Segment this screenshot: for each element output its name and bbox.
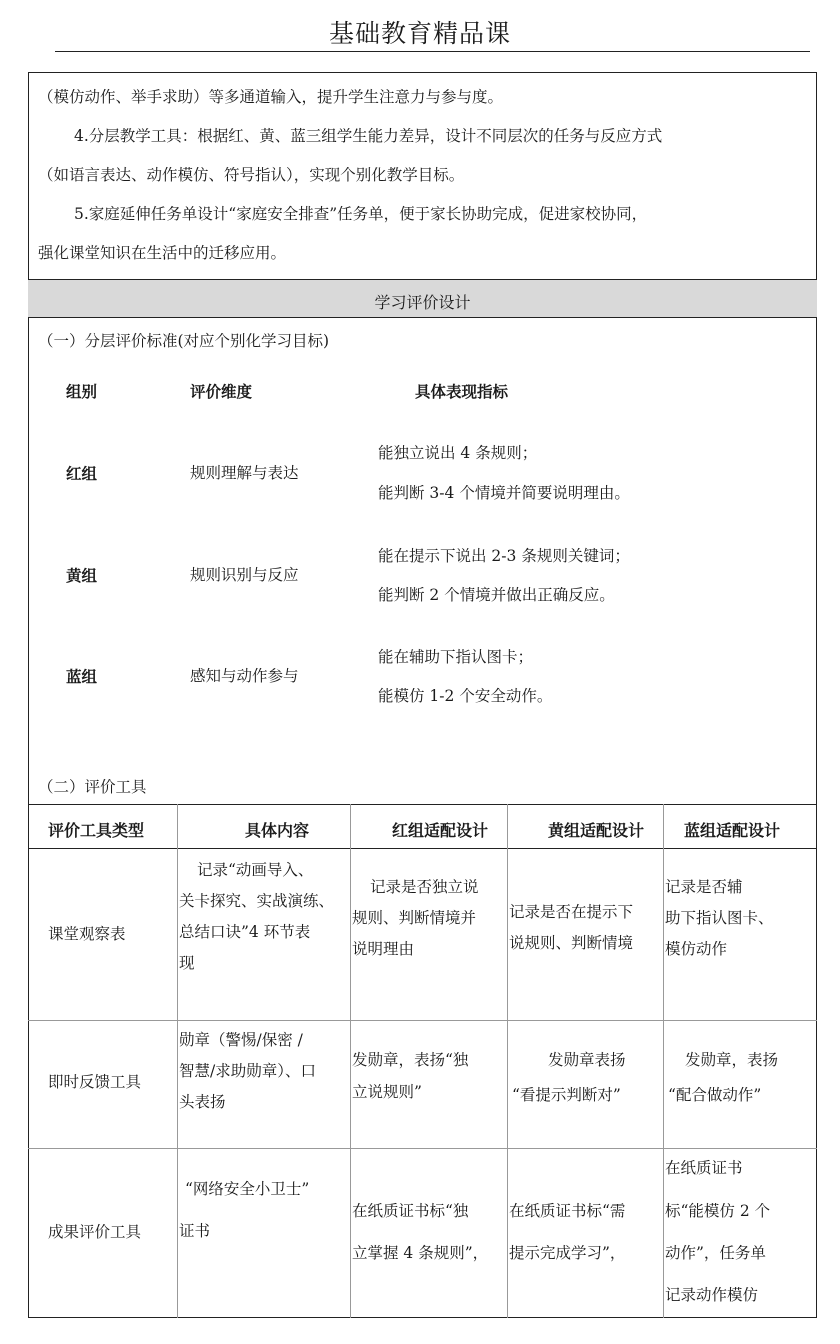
cell-line: 立掌握 4 条规则”， [352,1244,489,1262]
cell-line: 发勋章，表扬 [685,1051,779,1069]
cell-line: 记录是否独立说 [370,878,479,896]
cell-line: 在纸质证书标“需 [509,1202,626,1220]
table-rule-row [28,1020,817,1021]
tool-type: 即时反馈工具 [48,1073,142,1091]
page-header-title: 基础教育精品课 [328,19,511,48]
table-header: 具体内容 [245,821,310,840]
header-rule [55,51,810,52]
cell-line: 助下指认图卡、 [665,909,774,927]
cell-line: “配合做动作” [668,1086,762,1104]
cell-line: 勋章（警惕/保密 / [179,1031,303,1049]
intro-line: （如语言表达、动作模仿、符号指认），实现个别化教学目标。 [38,166,465,184]
cell-line: 说规则、判断情境 [509,934,634,952]
cell-line: 标“能模仿 2 个 [665,1202,771,1220]
cell-line: 总结口诀”4 环节表 [179,923,311,941]
part1-header-group: 组别 [66,382,98,401]
cell-line: 模仿动作 [665,940,728,958]
group-indicator-line: 能在辅助下指认图卡； [378,648,534,666]
intro-line: 强化课堂知识在生活中的迁移应用。 [38,244,287,262]
cell-line: 智慧/求助勋章）、口 [179,1062,316,1080]
cell-line: 立说规则” [352,1083,422,1101]
tool-type: 课堂观察表 [48,925,126,943]
section-title: 学习评价设计 [374,293,471,312]
group-indicator-line: 能独立说出 4 条规则； [378,444,538,462]
cell-line: 说明理由 [352,940,415,958]
table-header: 评价工具类型 [48,821,145,840]
cell-line: 记录“动画导入、 [197,861,314,879]
cell-line: “看提示判断对” [512,1086,621,1104]
table-header: 黄组适配设计 [548,821,645,840]
part2-title: （二）评价工具 [38,778,147,796]
cell-line: 记录是否辅 [665,878,743,896]
table-header: 蓝组适配设计 [684,821,781,840]
table-col-rule [350,804,351,1318]
group-indicator-line: 能判断 2 个情境并做出正确反应。 [378,586,615,604]
cell-line: 发勋章表扬 [548,1051,626,1069]
cell-line: 现 [179,954,195,972]
cell-line: 证书 [179,1222,211,1240]
group-name: 红组 [66,464,98,483]
part1-title: （一）分层评价标准(对应个别化学习目标) [38,332,330,350]
tool-type: 成果评价工具 [48,1223,142,1241]
cell-line: “网络安全小卫士” [185,1180,310,1198]
cell-line: 记录动作模仿 [665,1286,759,1304]
part1-header-indicator: 具体表现指标 [415,382,509,401]
group-name: 黄组 [66,566,98,585]
table-rule-header [28,848,817,849]
group-indicator-line: 能模仿 1-2 个安全动作。 [378,687,553,705]
cell-line: 发勋章，表扬“独 [352,1051,469,1069]
intro-line: 4.分层教学工具：根据红、黄、蓝三组学生能力差异，设计不同层次的任务与反应方式 [74,127,663,145]
cell-line: 规则、判断情境并 [352,909,477,927]
cell-line: 头表扬 [179,1093,226,1111]
table-col-rule [177,804,178,1318]
group-dimension: 感知与动作参与 [190,667,299,685]
group-dimension: 规则理解与表达 [190,464,299,482]
table-rule-row [28,1148,817,1149]
group-dimension: 规则识别与反应 [190,566,299,584]
cell-line: 记录是否在提示下 [509,903,634,921]
cell-line: 在纸质证书标“独 [352,1202,469,1220]
table-col-rule [663,804,664,1318]
section-band [28,279,817,318]
table-header: 红组适配设计 [392,821,489,840]
group-name: 蓝组 [66,667,98,686]
cell-line: 关卡探究、实战演练、 [179,892,335,910]
part1-header-dimension: 评价维度 [190,382,253,401]
intro-line: （模仿动作、举手求助）等多通道输入，提升学生注意力与参与度。 [38,88,504,106]
intro-line: 5.家庭延伸任务单设计“家庭安全排查”任务单，便于家长协助完成，促进家校协同， [74,205,648,223]
group-indicator-line: 能在提示下说出 2-3 条规则关键词； [378,547,630,565]
cell-line: 提示完成学习”， [509,1244,626,1262]
table-rule-top [28,804,817,805]
group-indicator-line: 能判断 3-4 个情境并简要说明理由。 [378,484,630,502]
table-col-rule [507,804,508,1318]
cell-line: 动作”，任务单 [665,1244,766,1262]
cell-line: 在纸质证书 [665,1159,743,1177]
